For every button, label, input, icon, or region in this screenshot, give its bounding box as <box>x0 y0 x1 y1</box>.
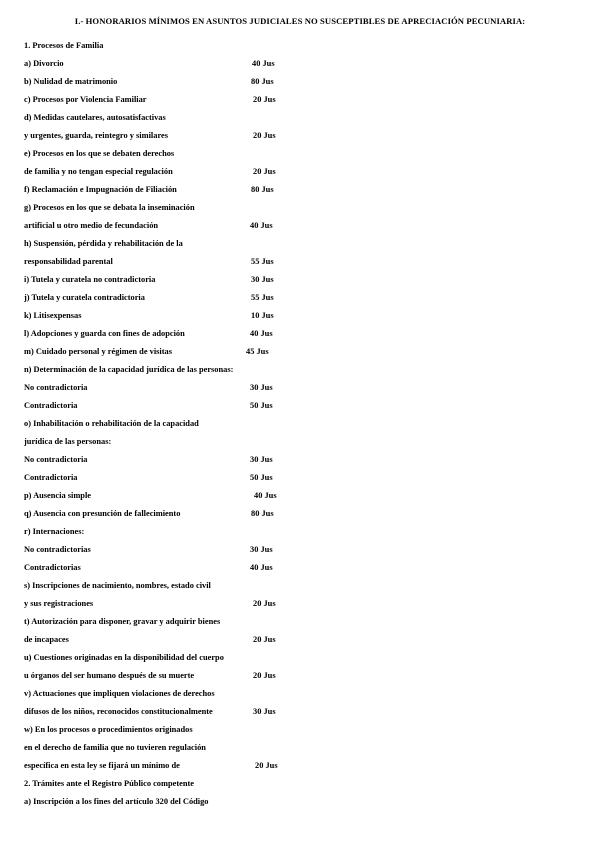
fee-line-label: f) Reclamación e Impugnación de Filiación <box>24 185 177 194</box>
fee-heading-line <box>24 777 584 791</box>
fee-line-label: k) Litisexpensas <box>24 311 82 320</box>
fee-line-value: 50 Jus <box>250 473 273 482</box>
fee-line-label: No contradictorias <box>24 545 91 554</box>
fee-line-label: de familia y no tengan especial regulación <box>24 167 173 176</box>
fee-line-label: g) Procesos en los que se debata la inseminación <box>24 203 195 212</box>
fee-line-label: o) Inhabilitación o rehabilitación de la capacidad <box>24 419 199 428</box>
fee-heading-line <box>24 615 584 629</box>
fee-line-label: b) Nulidad de matrimonio <box>24 77 118 86</box>
fee-line-value: 50 Jus <box>250 401 273 410</box>
fee-heading-line <box>24 525 584 539</box>
fee-heading-line <box>24 435 584 449</box>
fee-line <box>24 165 584 179</box>
fee-line-label: de incapaces <box>24 635 69 644</box>
fee-line-value: 30 Jus <box>250 455 273 464</box>
fee-heading-line <box>24 723 584 737</box>
fee-line-label: m) Cuidado personal y régimen de visitas <box>24 347 172 356</box>
fee-line-label: a) Inscripción a los fines del artículo 320 del Código <box>24 797 209 806</box>
fee-line-label: Contradictoria <box>24 401 78 410</box>
document-title: I.- HONORARIOS MÍNIMOS EN ASUNTOS JUDICIALES NO SUSCEPTIBLES DE APRECIACIÓN PECUNIARIA: <box>74 16 526 26</box>
fee-line <box>24 291 584 305</box>
fee-line-value: 40 Jus <box>254 491 277 500</box>
fee-line-label: u órganos del ser humano después de su muerte <box>24 671 195 680</box>
fee-line <box>24 309 584 323</box>
fee-heading-line <box>24 579 584 593</box>
fee-line-value: 45 Jus <box>246 347 269 356</box>
fee-line <box>24 759 584 773</box>
fee-line <box>24 669 584 683</box>
fee-line-label: j) Tutela y curatela contradictoria <box>24 293 145 302</box>
fee-line <box>24 219 584 233</box>
fee-line <box>24 255 584 269</box>
fee-line-label: y urgentes, guarda, reintegro y similares <box>24 131 168 140</box>
fee-line-label: difusos de los niños, reconocidos constitucionalmente <box>24 707 213 716</box>
fee-line-value: 30 Jus <box>251 275 274 284</box>
fee-line-value: 20 Jus <box>253 131 276 140</box>
fee-heading-line <box>24 795 584 809</box>
fee-line-value: 55 Jus <box>251 257 274 266</box>
fee-line <box>24 507 584 521</box>
fee-heading-line <box>24 201 584 215</box>
fee-line-label: p) Ausencia simple <box>24 491 92 500</box>
fee-line-value: 20 Jus <box>253 95 276 104</box>
fee-line <box>24 561 584 575</box>
fee-line <box>24 327 584 341</box>
fee-line-value: 40 Jus <box>252 59 275 68</box>
fee-line-value: 20 Jus <box>253 167 276 176</box>
fee-line-label: No contradictoria <box>24 455 88 464</box>
fee-line-label: específica en esta ley se fijará un mínimo de <box>24 761 180 770</box>
fee-line-value: 20 Jus <box>253 635 276 644</box>
fee-line-label: d) Medidas cautelares, autosatisfactivas <box>24 113 166 122</box>
fee-line <box>24 129 584 143</box>
fee-heading-line <box>24 111 584 125</box>
fee-line-value: 55 Jus <box>251 293 274 302</box>
fee-line <box>24 471 584 485</box>
fee-line-value: 30 Jus <box>250 383 273 392</box>
fee-line <box>24 705 584 719</box>
fee-line <box>24 75 584 89</box>
fee-line <box>24 381 584 395</box>
fee-line-label: Contradictoria <box>24 473 78 482</box>
fee-line-label: h) Suspensión, pérdida y rehabilitación de la <box>24 239 183 248</box>
fee-line <box>24 633 584 647</box>
fee-heading-line <box>24 651 584 665</box>
fee-line <box>24 273 584 287</box>
fee-heading-line <box>24 39 584 53</box>
fee-line-label: q) Ausencia con presunción de fallecimiento <box>24 509 181 518</box>
fee-line-value: 20 Jus <box>253 599 276 608</box>
fee-line-label: v) Actuaciones que impliquen violaciones de derechos <box>24 689 215 698</box>
fee-line <box>24 597 584 611</box>
fee-line-label: responsabilidad parental <box>24 257 113 266</box>
fee-line-label: No contradictoria <box>24 383 88 392</box>
fee-line-label: s) Inscripciones de nacimiento, nombres, estado civil <box>24 581 211 590</box>
fee-line <box>24 57 584 71</box>
fee-line-label: a) Divorcio <box>24 59 64 68</box>
fee-line <box>24 543 584 557</box>
fee-line-label: e) Procesos en los que se debaten derechos <box>24 149 175 158</box>
fee-line-label: n) Determinación de la capacidad jurídica de las personas: <box>24 365 234 374</box>
fee-line-value: 40 Jus <box>250 563 273 572</box>
fee-line <box>24 453 584 467</box>
fee-line-label: u) Cuestiones originadas en la disponibilidad del cuerpo <box>24 653 224 662</box>
fee-heading-line <box>24 741 584 755</box>
fee-line-label: y sus registraciones <box>24 599 94 608</box>
fee-line <box>24 345 584 359</box>
fee-line-value: 40 Jus <box>250 329 273 338</box>
fee-heading-line <box>24 363 584 377</box>
fee-line-value: 30 Jus <box>250 545 273 554</box>
fee-line <box>24 183 584 197</box>
fee-line <box>24 489 584 503</box>
fee-line-label: r) Internaciones: <box>24 527 85 536</box>
fee-line-label: c) Procesos por Violencia Familiar <box>24 95 147 104</box>
fee-line-value: 20 Jus <box>255 761 278 770</box>
fee-line-value: 80 Jus <box>251 77 274 86</box>
fee-line-label: i) Tutela y curatela no contradictoria <box>24 275 156 284</box>
fee-line-label: l) Adopciones y guarda con fines de adopción <box>24 329 185 338</box>
fee-heading-line <box>24 687 584 701</box>
fee-heading-line <box>24 147 584 161</box>
fee-line-value: 40 Jus <box>250 221 273 230</box>
fee-line-label: t) Autorización para disponer, gravar y adquirir bienes <box>24 617 221 626</box>
fee-line-value: 10 Jus <box>251 311 274 320</box>
fee-line-value: 20 Jus <box>253 671 276 680</box>
fee-line-value: 80 Jus <box>251 185 274 194</box>
fee-line-value: 30 Jus <box>253 707 276 716</box>
fee-line-label: w) En los procesos o procedimientos originados <box>24 725 193 734</box>
fee-heading-line <box>24 237 584 251</box>
fee-line-label: en el derecho de familia que no tuvieren regulación <box>24 743 206 752</box>
fee-line-label: jurídica de las personas: <box>24 437 112 446</box>
fee-line-label: artificial u otro medio de fecundación <box>24 221 159 230</box>
fee-line <box>24 399 584 413</box>
fee-heading-line <box>24 417 584 431</box>
fee-line-label: Contradictorias <box>24 563 81 572</box>
fee-line-label: 2. Trámites ante el Registro Público competente <box>24 779 195 788</box>
fee-line-value: 80 Jus <box>251 509 274 518</box>
fee-line-label: 1. Procesos de Familia <box>24 41 104 50</box>
fee-line <box>24 93 584 107</box>
